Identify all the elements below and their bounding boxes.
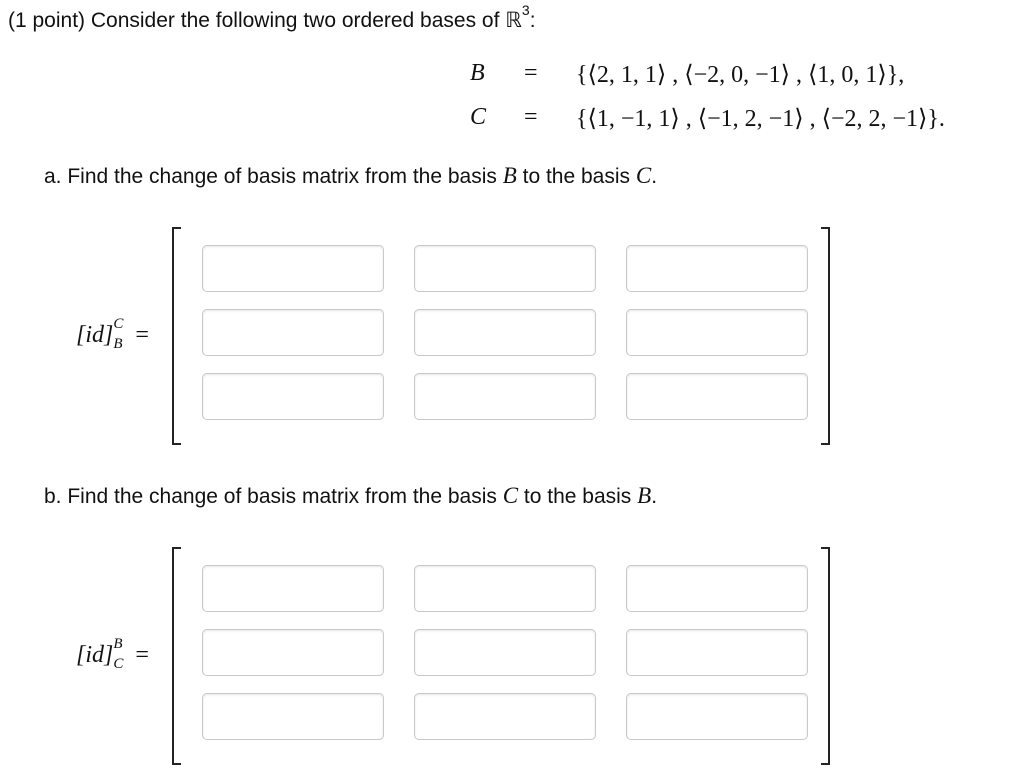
basis-b-equals: = [524, 60, 538, 86]
matrix-b-cell-2-1[interactable] [202, 629, 384, 676]
matrix-a-cell-2-2[interactable] [414, 309, 596, 356]
label-superscript: C [113, 316, 124, 332]
label-superscript: B [113, 636, 123, 652]
part-a-text: a. Find the change of basis matrix from the basis [44, 165, 503, 188]
matrix-a-cell-1-3[interactable] [626, 245, 808, 292]
label-subscript: C [113, 656, 124, 672]
label-equals: = [135, 322, 149, 348]
part-a-to-basis: C [635, 163, 652, 188]
part-b-question [44, 483, 657, 509]
part-b-right-bracket [821, 547, 830, 765]
part-a-matrix-label [76, 316, 149, 352]
matrix-b-cell-2-2[interactable] [414, 629, 596, 676]
matrix-a-cell-1-1[interactable] [202, 245, 384, 292]
part-a-period: . [651, 165, 658, 188]
part-b-to-basis: B [637, 483, 652, 508]
part-b-text-mid: to the basis [518, 485, 638, 508]
matrix-a-cell-3-1[interactable] [202, 373, 384, 420]
basis-b-symbol: B [470, 60, 485, 86]
basis-c-equals: = [524, 104, 538, 130]
basis-c-set: {⟨1, −1, 1⟩ , ⟨−1, 2, −1⟩ , ⟨−2, 2, −1⟩}. [576, 106, 945, 132]
matrix-a-cell-3-2[interactable] [414, 373, 596, 420]
part-a-text-mid: to the basis [516, 165, 636, 188]
id-symbol: [id] [76, 322, 114, 348]
matrix-b-cell-1-2[interactable] [414, 565, 596, 612]
problem-header [8, 2, 536, 33]
part-a-question [44, 163, 657, 189]
matrix-b-cell-1-3[interactable] [626, 565, 808, 612]
part-b-period: . [651, 485, 658, 508]
space-exponent: 3 [521, 2, 530, 18]
part-a-left-bracket [172, 227, 181, 445]
header-colon: : [529, 9, 536, 32]
matrix-b-cell-3-3[interactable] [626, 693, 808, 740]
part-a-right-bracket [821, 227, 830, 445]
part-b-left-bracket [172, 547, 181, 765]
matrix-a-cell-2-3[interactable] [626, 309, 808, 356]
matrix-b-cell-3-1[interactable] [202, 693, 384, 740]
basis-b-set: {⟨2, 1, 1⟩ , ⟨−2, 0, −1⟩ , ⟨1, 0, 1⟩}, [576, 62, 905, 88]
part-b-matrix-label [76, 636, 149, 672]
matrix-b-cell-2-3[interactable] [626, 629, 808, 676]
matrix-a-cell-2-1[interactable] [202, 309, 384, 356]
part-a-from-basis: B [502, 163, 517, 188]
part-b-from-basis: C [502, 483, 519, 508]
matrix-a-cell-1-2[interactable] [414, 245, 596, 292]
header-text: (1 point) Consider the following two ordered bases of [8, 9, 506, 32]
basis-c-symbol: C [470, 104, 487, 130]
part-b-text: b. Find the change of basis matrix from the basis [44, 485, 503, 508]
matrix-a-cell-3-3[interactable] [626, 373, 808, 420]
matrix-b-cell-3-2[interactable] [414, 693, 596, 740]
label-equals: = [135, 642, 149, 668]
label-subscript: B [113, 336, 123, 352]
matrix-b-cell-1-1[interactable] [202, 565, 384, 612]
real-space-symbol: ℝ [505, 8, 522, 32]
id-symbol: [id] [76, 642, 114, 668]
